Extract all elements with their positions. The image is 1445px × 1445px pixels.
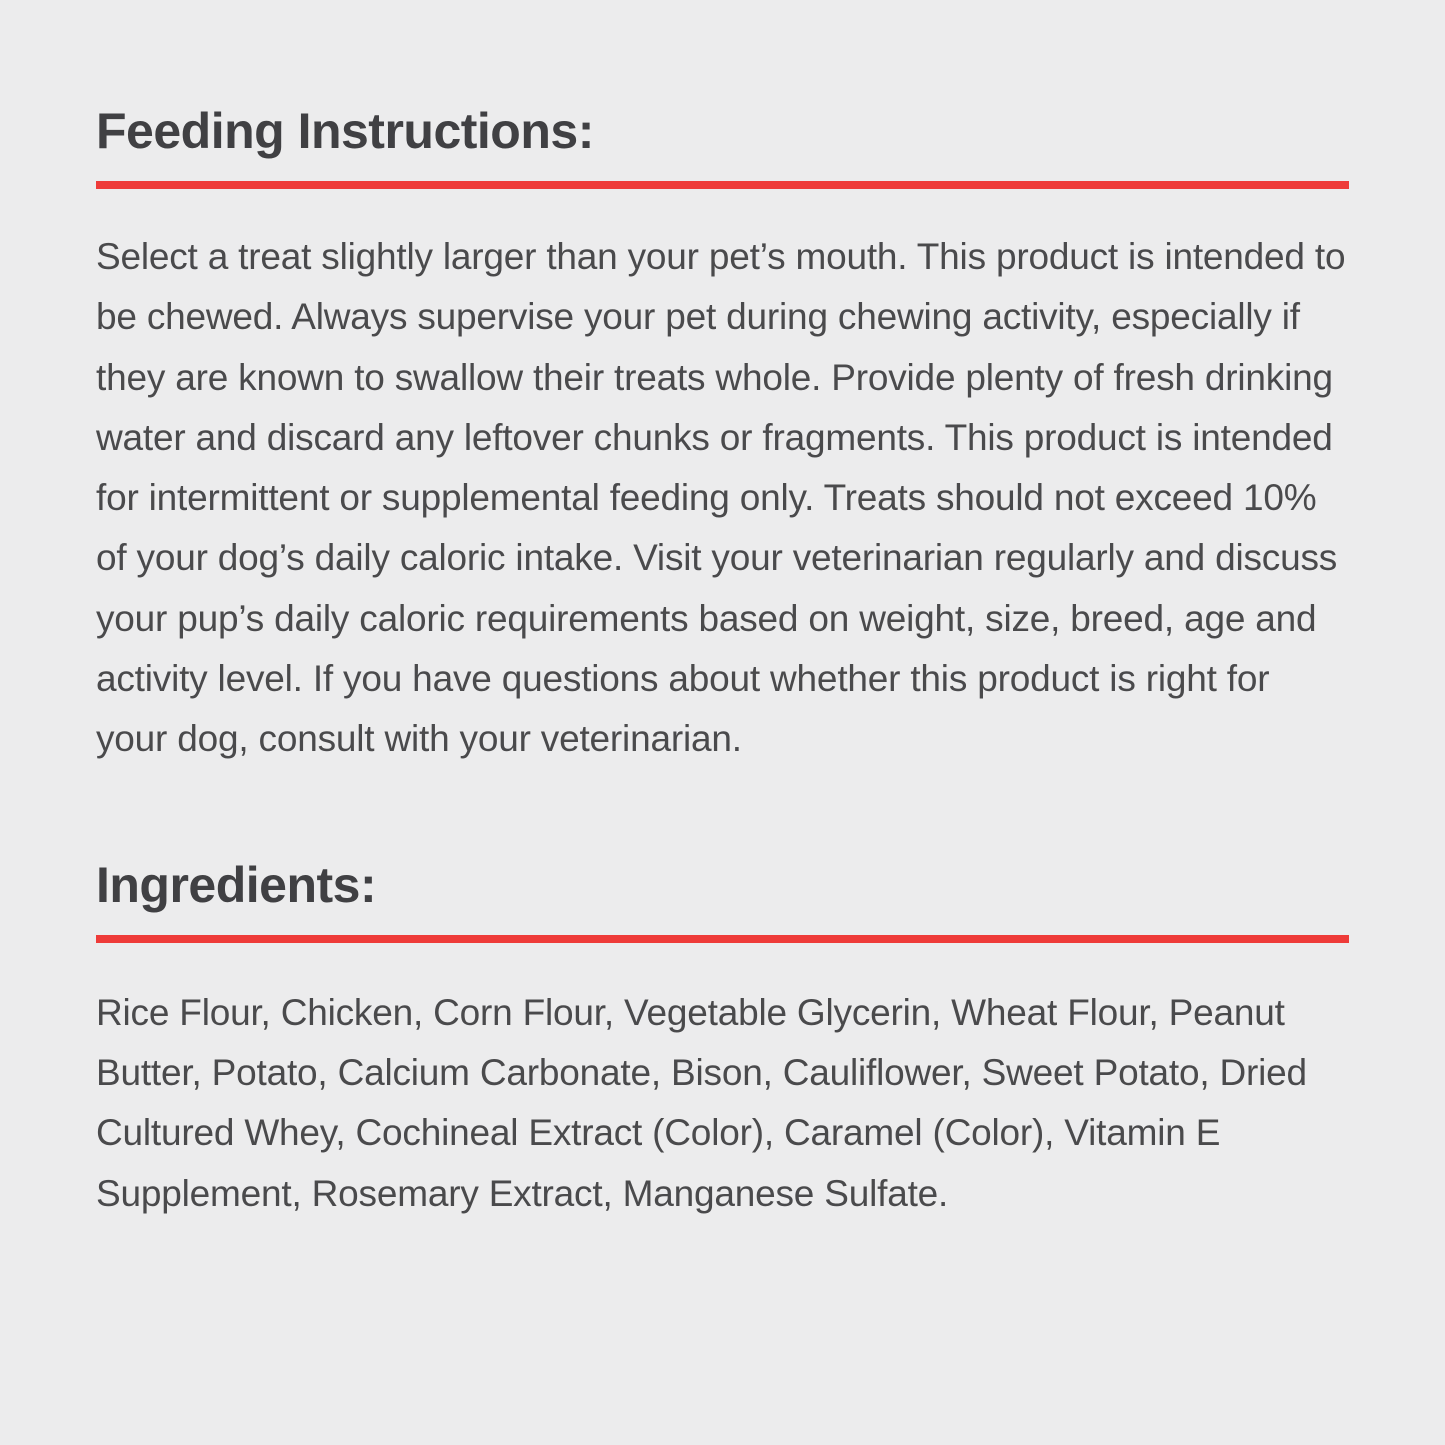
ingredients-divider — [96, 935, 1349, 943]
ingredients-heading: Ingredients: — [96, 856, 377, 913]
feeding-instructions-heading-wrap — [96, 104, 1349, 189]
feeding-instructions-section — [96, 104, 1349, 770]
feeding-instructions-heading: Feeding Instructions: — [96, 103, 594, 159]
feeding-instructions-divider — [96, 181, 1349, 189]
feeding-instructions-text: Select a treat slightly larger than your pet’s mouth. This product is intended to be chewed. Always supervise your pet during chewing activity, especially if they are known to swallow their treats whole. Provide plenty of fresh drinking water and discard any leftover chunks or fragments. This product is intended for intermittent or supplemental feeding only. Treats should not exceed 10% of your dog’s daily caloric intake. Visit your veterinarian regularly and discuss your pup’s daily caloric requirements based on weight, size, breed, age and activity level. If you have questions about whether this product is right for your dog, consult with your veterinarian. — [96, 236, 1346, 760]
ingredients-text: Rice Flour, Chicken, Corn Flour, Vegetable Glycerin, Wheat Flour, Peanut Butter, Potato, Calcium Carbonate, Bison, Cauliflower, Sweet Potato, Dried Cultured Whey, Cochineal Extract (Color), Caramel (Color), Vitamin E Supplement, Rosemary Extract, Manganese Sulfate. — [96, 991, 1307, 1214]
ingredients-section — [96, 858, 1349, 1224]
ingredients-heading-wrap — [96, 858, 1349, 943]
